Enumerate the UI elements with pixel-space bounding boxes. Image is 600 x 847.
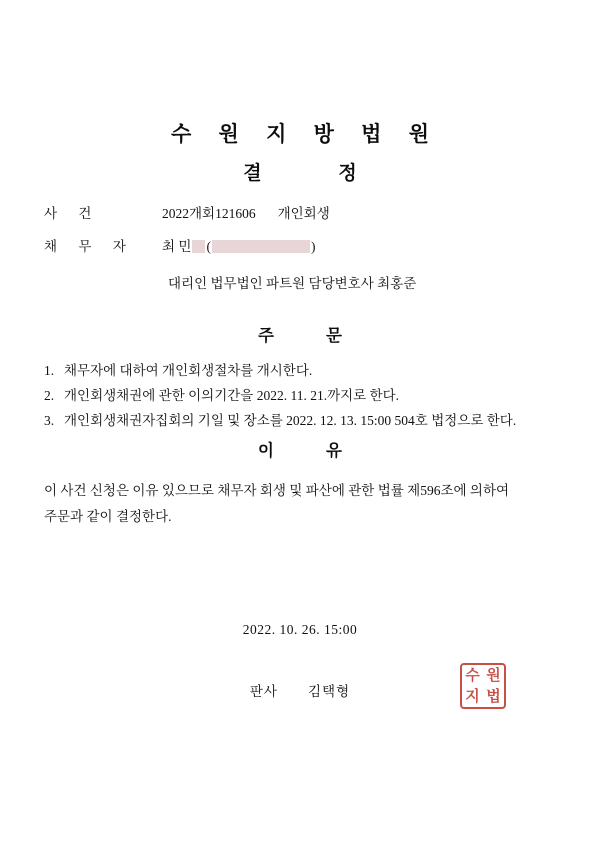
order-text: 개인회생채권자집회의 기일 및 장소를 2022. 12. 13. 15:00 504호 법정으로 한다. — [64, 413, 517, 428]
order-number: 1. — [44, 363, 55, 378]
legal-agent-line: 대리인 법무법인 파트원 담당변호사 최홍준 — [168, 276, 417, 291]
court-title: 수 원 지 방 법 원 — [171, 122, 440, 146]
judge-label: 판사 — [249, 684, 278, 699]
redaction-block-id — [212, 240, 310, 253]
official-seal-icon — [460, 663, 506, 709]
main-text-heading: 주 문 — [257, 326, 366, 345]
list-item — [44, 408, 564, 433]
redaction-block-name — [192, 240, 205, 253]
reason-line-1: 이 사건 신청은 이유 있으므로 채무자 회생 및 파산에 관한 법률 제596조에 의하여 — [44, 483, 510, 498]
order-number: 2. — [44, 388, 55, 403]
reason-body — [44, 478, 562, 530]
seal-char-2: 원 — [486, 666, 501, 684]
judge-signature-row — [0, 680, 600, 700]
seal-char-1: 수 — [465, 666, 480, 684]
case-field-label: 사 건 — [44, 206, 101, 221]
seal-char-3: 지 — [465, 687, 480, 705]
order-text: 채무자에 대하여 개인회생절차를 개시한다. — [64, 363, 313, 378]
debtor-field-label: 채 무 자 — [44, 239, 135, 254]
debtor-paren-close: ) — [310, 239, 316, 254]
order-list — [44, 358, 564, 433]
decision-date: 2022. 10. 26. 15:00 — [242, 622, 358, 637]
debtor-field-row — [44, 238, 315, 257]
seal-char-4: 법 — [486, 687, 501, 705]
judge-name: 김택형 — [307, 684, 351, 699]
list-item — [44, 358, 564, 383]
list-item — [44, 383, 564, 408]
case-type-value: 개인회생 — [277, 206, 330, 221]
debtor-name-value: 최 민 — [162, 239, 192, 254]
case-field-row — [44, 205, 330, 224]
reason-line-2: 주문과 같이 결정한다. — [44, 509, 172, 524]
decision-title: 결 정 — [243, 163, 393, 184]
debtor-paren-open: ( — [206, 239, 211, 254]
reason-heading: 이 유 — [257, 441, 366, 460]
case-number-value: 2022개회121606 — [162, 206, 256, 221]
order-number: 3. — [44, 413, 55, 428]
order-text: 개인회생채권에 관한 이의기간을 2022. 11. 21.까지로 한다. — [64, 388, 400, 403]
